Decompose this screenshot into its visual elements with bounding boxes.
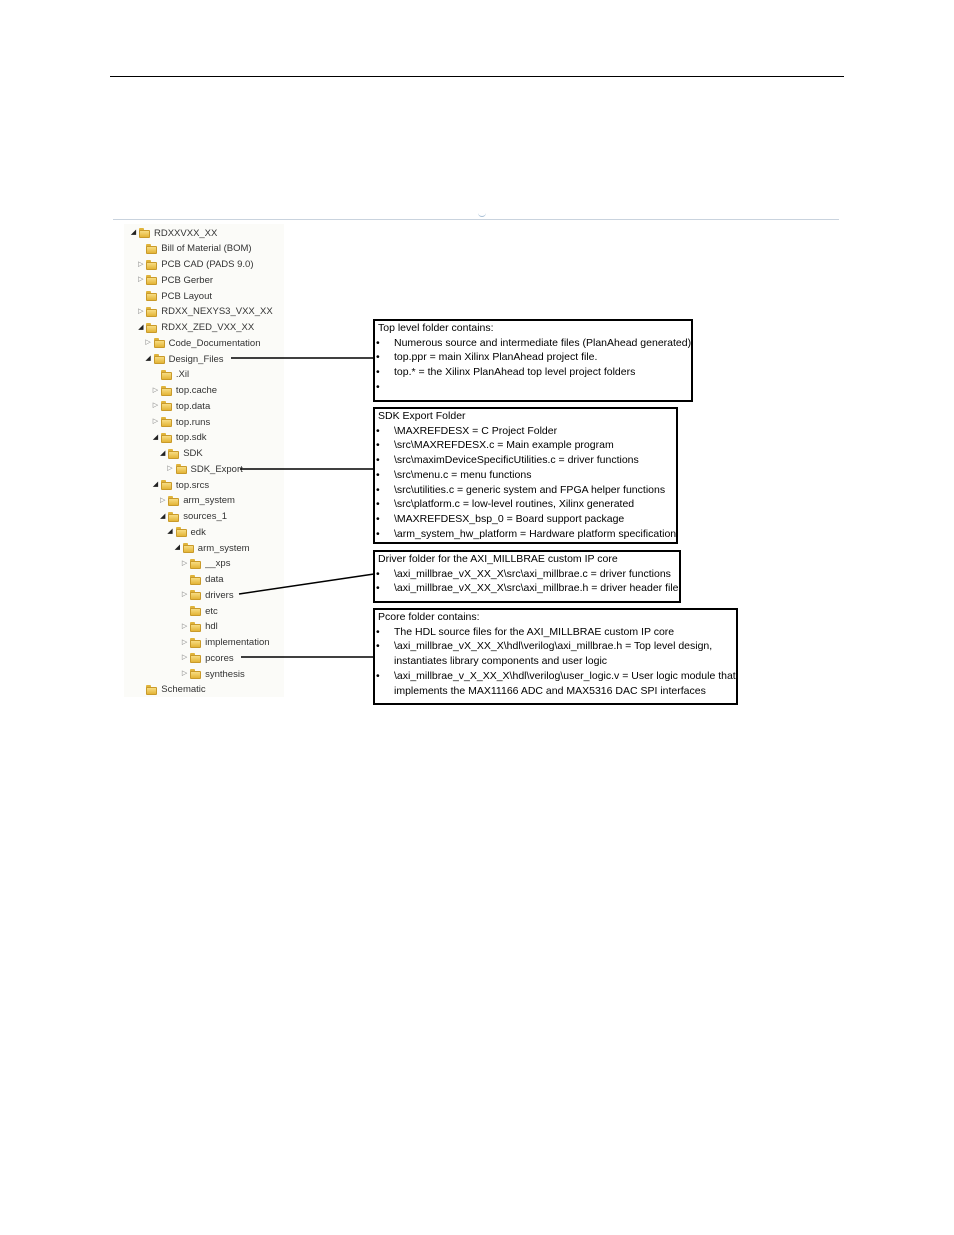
connector-drivers (239, 574, 374, 594)
tree-item-label: arm_system (197, 542, 250, 554)
tree-item-label: arm_system (183, 495, 235, 507)
tree-item-label: top.data (175, 400, 211, 412)
collapsed-caret-icon[interactable]: ▷ (167, 465, 173, 473)
tree-item-label: Design_Files (168, 353, 224, 365)
callout-bullet: • \MAXREFDESX = C Project Folder (375, 424, 676, 439)
collapsed-caret-icon[interactable]: ▷ (152, 402, 159, 410)
tree-item-label: sources_1 (183, 511, 228, 522)
tree-item-label: PCB Gerber (161, 274, 214, 286)
collapsed-caret-icon[interactable]: ▷ (159, 496, 166, 504)
tree-item-label: top.srcs (175, 479, 210, 491)
callout-bullet: • \src\utilities.c = generic system and FPGA helper functions (375, 483, 676, 498)
collapsed-caret-icon[interactable]: ▷ (138, 276, 144, 284)
tree-item-label: top.runs (175, 416, 211, 428)
collapsed-caret-icon[interactable]: ▷ (181, 638, 188, 646)
expanded-caret-icon[interactable]: ◢ (152, 433, 159, 441)
tree-item-label: PCB CAD (PADS 9.0) (161, 259, 254, 270)
callout-title: Driver folder for the AXI_MILLBRAE custom IP core (378, 553, 618, 565)
collapsed-caret-icon[interactable]: ▷ (152, 418, 159, 425)
tree-item-label: implementation (205, 637, 270, 648)
tree-item-label: RDXX_ZED_VXX_XX (161, 322, 255, 333)
collapsed-caret-icon[interactable]: ▷ (138, 307, 144, 315)
callout-bullet: • \axi_millbrae_vX_XX_X\hdl\verilog\axi_millbrae.h = Top level design, instantiates library components and user logic (375, 639, 736, 668)
callout-bullet: • \src\platform.c = low-level routines, Xilinx generated (375, 497, 676, 512)
callout-bullet: • \axi_millbrae_vX_XX_X\src\axi_millbrae.c = driver functions (375, 567, 679, 582)
collapsed-caret-icon[interactable]: ▷ (181, 654, 188, 662)
callout-bullet: • \src\maximDeviceSpecificUtilities.c = driver functions (375, 453, 676, 468)
expanded-caret-icon[interactable]: ◢ (174, 544, 180, 551)
expanded-caret-icon[interactable]: ◢ (145, 355, 151, 362)
tree-item-label: SDK (183, 448, 203, 459)
expanded-caret-icon[interactable]: ◢ (130, 229, 137, 236)
tree-item-label: Code_Documentation (168, 337, 261, 349)
tree-item-label: top.sdk (175, 432, 207, 444)
callout-bullet: • Numerous source and intermediate files (PlanAhead generated) (375, 336, 691, 351)
tree-item-label: PCB Layout (161, 290, 212, 302)
tree-item-label: edk (190, 526, 206, 538)
collapsed-caret-icon[interactable]: ▷ (181, 591, 188, 599)
callout-bullet: • \axi_millbrae_v_X_XX_X\hdl\verilog\user_logic.v = User logic module that implements the MAX11166 ADC and MAX5316 DAC SPI interfaces (375, 669, 736, 698)
expanded-caret-icon[interactable]: ◢ (152, 481, 159, 488)
tree-item-label: etc (205, 605, 218, 617)
collapsed-caret-icon[interactable]: ▷ (181, 559, 188, 567)
collapsed-caret-icon[interactable]: ▷ (138, 260, 144, 268)
callout-bullet: • \arm_system_hw_platform = Hardware platform specification (375, 527, 676, 542)
callout-bullet: • The HDL source files for the AXI_MILLBRAE custom IP core (375, 625, 736, 640)
tree-item-label: __xps (205, 558, 231, 570)
tree-item-label: pcores (205, 652, 234, 664)
tree-item-label: top.cache (175, 385, 218, 396)
tree-item-label: RDXXVXX_XX (154, 227, 218, 239)
tree-item-label: data (205, 574, 224, 585)
collapsed-caret-icon[interactable]: ▷ (181, 622, 188, 630)
callout-title: Pcore folder contains: (378, 611, 480, 623)
callout-bullet: • \src\menu.c = menu functions (375, 468, 676, 483)
expanded-caret-icon[interactable]: ◢ (159, 512, 166, 520)
callout-bullet: • top.* = the Xilinx PlanAhead top level project folders (375, 365, 691, 380)
callout-bullet: • \MAXREFDESX_bsp_0 = Board support package (375, 512, 676, 527)
collapsed-caret-icon[interactable]: ▷ (145, 339, 151, 347)
callout-title: Top level folder contains: (378, 322, 494, 334)
collapsed-caret-icon[interactable]: ▷ (152, 386, 159, 394)
expanded-caret-icon[interactable]: ◢ (167, 528, 173, 536)
tree-item-label: synthesis (205, 668, 245, 680)
callout-bullet: • \src\MAXREFDESX.c = Main example program (375, 438, 676, 453)
tree-item-label: RDXX_NEXYS3_VXX_XX (161, 306, 273, 318)
tree-item-label: hdl (205, 621, 218, 633)
callout-bullet: • \axi_millbrae_vX_XX_X\src\axi_millbrae.h = driver header file (375, 581, 679, 596)
tree-item-label: Schematic (161, 684, 206, 696)
tree-item-label: SDK_Export (190, 463, 243, 475)
tree-item-label: Bill of Material (BOM) (161, 243, 252, 255)
tree-item-label: drivers (205, 589, 234, 601)
collapsed-caret-icon[interactable]: ▷ (181, 670, 188, 677)
expanded-caret-icon[interactable]: ◢ (159, 449, 166, 457)
callout-bullet: • top.ppr = main Xilinx PlanAhead project file. (375, 350, 691, 365)
expanded-caret-icon[interactable]: ◢ (138, 323, 144, 331)
tree-item-label: .Xil (175, 369, 190, 381)
callout-title: SDK Export Folder (378, 410, 466, 422)
